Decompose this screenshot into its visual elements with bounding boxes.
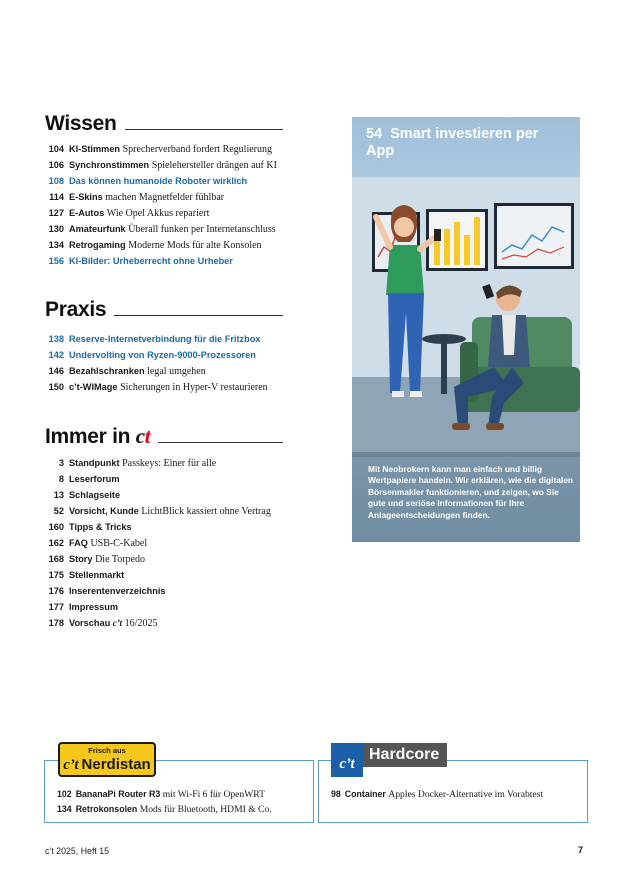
entry-description: Moderne Mods für alte Konsolen <box>128 240 262 251</box>
entry-page-number: 104 <box>48 144 64 154</box>
entry-page-number: 142 <box>48 350 64 360</box>
hardcore-label: Hardcore <box>363 743 447 767</box>
entry-description: Wie Opel Akkus repariert <box>106 208 210 219</box>
entry-description: machen Magnetfelder fühlbar <box>105 192 225 203</box>
entry-keyword: FAQ <box>69 538 88 548</box>
entry-page-number: 106 <box>48 160 64 170</box>
entry-page-number: 98 <box>331 789 341 799</box>
entry-description: 16/2025 <box>124 618 158 629</box>
toc-list-wissen <box>40 141 310 269</box>
toc-entry[interactable] <box>40 615 310 631</box>
entry-keyword: Retrogaming <box>69 240 126 250</box>
entry-keyword: Tipps & Tricks <box>69 522 132 532</box>
feature-page-number: 54 <box>366 126 383 142</box>
heading-rule <box>114 315 283 316</box>
toc-entry[interactable] <box>40 189 310 205</box>
toc-entry[interactable] <box>40 519 310 535</box>
entry-page-number: 127 <box>48 208 64 218</box>
heading-rule <box>125 129 283 130</box>
feature-teaser[interactable] <box>352 117 580 542</box>
entry-keyword: Reserve-Internetverbindung für die Fritzbox <box>69 334 261 344</box>
feature-description: Mit Neobrokern kann man einfach und billig Wertpapiere handeln. Wir erklären, wie die digitalen Börsenmakler funktionieren, und zeigen, wo Sie gute und seriöse Informationen für Ihre Anlageentscheidungen finden. <box>368 464 574 520</box>
ct-logo: c’t <box>331 743 363 777</box>
ct-logo: c’t <box>112 618 123 628</box>
hardcore-badge <box>331 743 447 777</box>
entry-description: Mods für Bluetooth, HDMI & Co. <box>139 804 272 815</box>
entry-page-number: 102 <box>57 789 72 799</box>
toc-entry[interactable] <box>40 331 310 347</box>
entry-page-number: 134 <box>48 240 64 250</box>
entry-page-number: 162 <box>48 538 64 548</box>
entry-keyword: c’t-WIMage <box>69 382 118 392</box>
entry-keyword: Standpunkt <box>69 458 120 468</box>
entry-description: USB-C-Kabel <box>90 538 148 549</box>
section-title <box>45 424 150 449</box>
toc-entry[interactable] <box>40 205 310 221</box>
entry-description: Sicherungen in Hyper-V restaurieren <box>120 382 268 393</box>
toc-entry[interactable] <box>40 551 310 567</box>
section-title: Wissen <box>45 112 117 135</box>
entry-page-number: 175 <box>48 570 64 580</box>
badge-small-text: Frisch aus <box>88 746 126 755</box>
entry-keyword: E-Autos <box>69 208 105 218</box>
page-number: 7 <box>578 845 584 855</box>
toc-list-praxis <box>40 331 310 395</box>
entry-description: Überall funken per Internetanschluss <box>128 224 276 235</box>
toc-entry[interactable] <box>40 237 310 253</box>
entry-description: Passkeys: Einer für alle <box>122 458 217 469</box>
toc-entry[interactable] <box>40 173 310 189</box>
toc-entry[interactable] <box>40 253 310 269</box>
entry-keyword: Retrokonsolen <box>75 804 138 814</box>
toc-entry[interactable] <box>40 157 310 173</box>
entry-keyword: Container <box>344 789 386 799</box>
entry-keyword: Leserforum <box>69 474 120 484</box>
entry-page-number: 146 <box>48 366 64 376</box>
entry-keyword: KI-Stimmen <box>69 144 121 154</box>
entry-keyword: Vorschau <box>69 618 111 628</box>
nerdistan-list <box>57 787 272 817</box>
feature-title <box>366 126 556 160</box>
entry-description: Spielehersteller drängen auf KI <box>151 160 277 171</box>
entry-page-number: 134 <box>57 804 72 814</box>
entry-page-number: 176 <box>48 586 64 596</box>
entry-keyword: Undervolting von Ryzen-9000-Prozessoren <box>69 350 256 360</box>
section-heading-immer <box>45 424 283 449</box>
ct-logo: ct <box>135 424 151 448</box>
entry-page-number: 177 <box>48 602 64 612</box>
entry-page-number: 130 <box>48 224 64 234</box>
toc-entry[interactable] <box>40 487 310 503</box>
nerdistan-badge <box>58 742 156 777</box>
issue-info: c’t 2025, Heft 15 <box>45 846 110 856</box>
entry-description: mit Wi-Fi 6 für OpenWRT <box>162 789 265 800</box>
entry-keyword: E-Skins <box>69 192 103 202</box>
toc-entry[interactable] <box>331 787 543 802</box>
toc-entry[interactable] <box>40 471 310 487</box>
entry-keyword: Vorsicht, Kunde <box>69 506 139 516</box>
section-title-text: Immer in <box>45 425 131 448</box>
heading-rule <box>158 442 283 443</box>
toc-entry[interactable] <box>40 221 310 237</box>
entry-description: Sprecherverband fordert Regulierung <box>122 144 273 155</box>
section-title: Praxis <box>45 298 107 321</box>
entry-page-number: 138 <box>48 334 64 344</box>
toc-entry[interactable] <box>57 787 272 802</box>
entry-page-number: 8 <box>58 474 64 484</box>
entry-keyword: Inserentenverzeichnis <box>69 586 166 596</box>
toc-entry[interactable] <box>40 583 310 599</box>
entry-page-number: 156 <box>48 256 64 266</box>
entry-keyword: KI-Bilder: Urheberrecht ohne Urheber <box>69 256 233 266</box>
toc-entry[interactable] <box>40 455 310 471</box>
entry-keyword: Synchronstimmen <box>69 160 150 170</box>
entry-keyword: Impressum <box>69 602 119 612</box>
entry-description: LichtBlick kassiert ohne Vertrag <box>141 506 271 517</box>
entry-page-number: 13 <box>53 490 64 500</box>
toc-entry[interactable] <box>40 141 310 157</box>
entry-page-number: 108 <box>48 176 64 186</box>
toc-entry[interactable] <box>57 802 272 817</box>
entry-keyword: BananaPi Router R3 <box>75 789 161 799</box>
entry-keyword: Amateurfunk <box>69 224 126 234</box>
toc-entry[interactable] <box>40 567 310 583</box>
entry-keyword: Schlagseite <box>69 490 121 500</box>
entry-description: Die Torpedo <box>95 554 145 565</box>
toc-entry[interactable] <box>40 599 310 615</box>
entry-keyword: Bezahlschranken <box>69 366 145 376</box>
toc-entry[interactable] <box>40 535 310 551</box>
ct-logo: c’t <box>63 757 79 773</box>
entry-page-number: 3 <box>58 458 64 468</box>
entry-page-number: 160 <box>48 522 64 532</box>
entry-keyword: Story <box>69 554 93 564</box>
entry-keyword: Das können humanoide Roboter wirklich <box>69 176 248 186</box>
entry-keyword: Stellenmarkt <box>69 570 125 580</box>
toc-entry[interactable] <box>40 363 310 379</box>
entry-description: Apples Docker-Alternative im Vorabtest <box>388 789 544 800</box>
entry-page-number: 178 <box>48 618 64 628</box>
toc-entry[interactable] <box>40 347 310 363</box>
entry-page-number: 114 <box>49 192 64 202</box>
feature-headline: Smart investieren per App <box>366 126 539 159</box>
hardcore-list <box>331 787 543 802</box>
badge-big-text: c’t Nerdistan <box>63 756 151 773</box>
section-heading-wissen <box>45 112 283 136</box>
entry-page-number: 150 <box>48 382 64 392</box>
entry-page-number: 52 <box>53 506 64 516</box>
toc-entry[interactable] <box>40 379 310 395</box>
entry-description: legal umgehen <box>147 366 206 377</box>
toc-list-immer <box>40 455 310 631</box>
entry-page-number: 168 <box>48 554 64 564</box>
toc-entry[interactable] <box>40 503 310 519</box>
section-heading-praxis <box>45 298 283 322</box>
